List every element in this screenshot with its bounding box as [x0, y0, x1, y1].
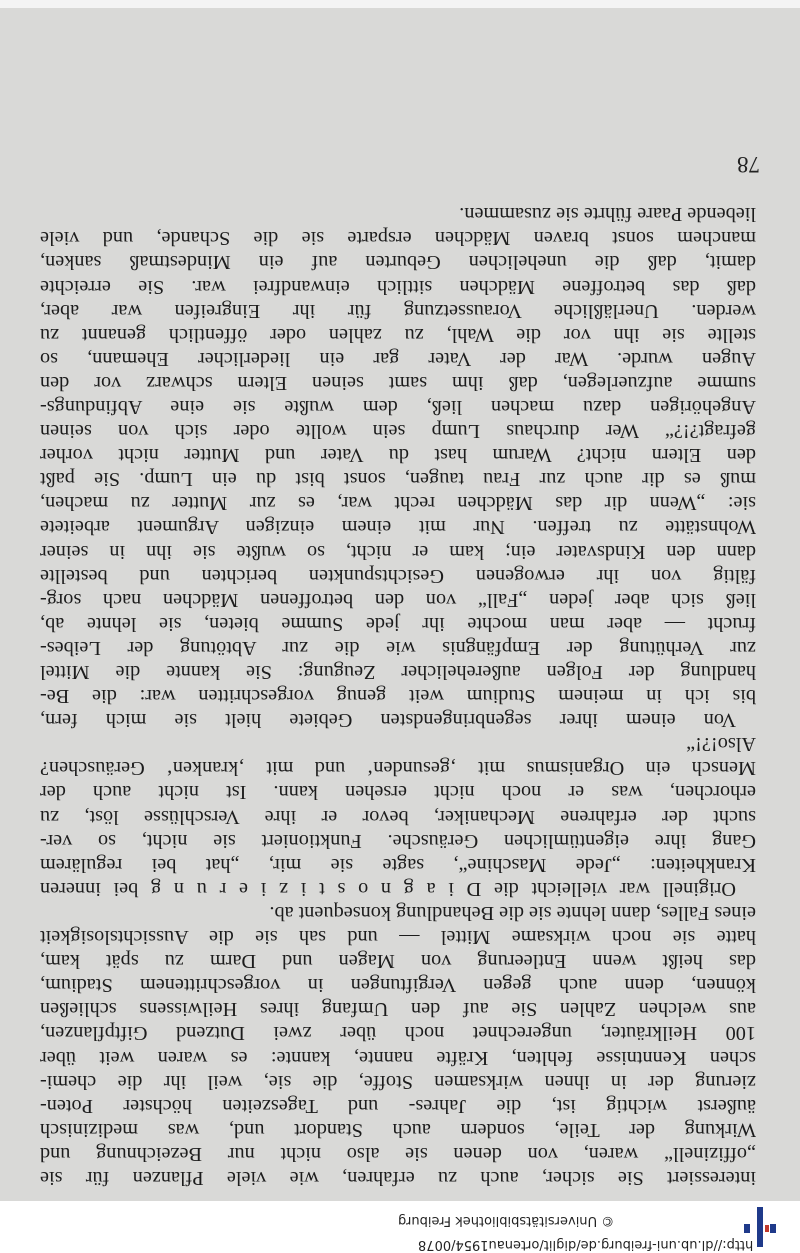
text-line: manchem sonst braven Mädchen ersparte sie die Schande, und viele: [40, 227, 756, 250]
text-line: Angehörigen dazu machen ließ, dem wußte sie eine Abfindungs-: [40, 396, 756, 418]
text-line: summe aufzuerlegen, daß ihm samt seinen Eltern schwarz vor den: [40, 371, 756, 394]
text-line: ließ sich aber jeden „Fall“ von den betroffenen Mädchen nach sorg-: [40, 588, 756, 611]
page-number: 78: [737, 152, 760, 177]
text-line: 100 Heilkräuter, ungerechnet noch über zwei Dutzend Giftpflanzen,: [40, 1022, 756, 1045]
text-line: Also!?!“: [686, 733, 756, 756]
text-line: daß das betroffene Mädchen sittlich einwandfrei war. Sie erreichte: [40, 275, 756, 298]
text-line: aus welchen Zahlen Sie auf den Umfang ihres Heilwissens schließen: [40, 998, 756, 1021]
text-line: interessiert Sie sicher, auch zu erfahren, wie viele Pflanzen für sie: [40, 1167, 756, 1189]
text-line: eines Falles, dann lehnte sie die Behandlung konsequent ab.: [269, 901, 756, 924]
text-line: das heißt wenn Entleerung von Magen und Darm zu spät kam,: [40, 950, 756, 973]
text-line: liebende Paare führte sie zusammen.: [459, 203, 756, 226]
text-line: Wohnstätte zu treffen. Nur mit einem einzigen Argument arbeitete: [40, 516, 756, 539]
text-line: Krankheiten: „Jede Maschine“, sagte sie mir, „hat bei regulärem: [40, 853, 756, 876]
text-line: zierung der in ihnen wirksamen Stoffe, die sie, weil ihr die chemi-: [40, 1070, 756, 1093]
scanned-page: [0, 8, 800, 1201]
text-line: fältig von ihr erwogenen Gesichtspunkten berichten und bestellte: [40, 564, 756, 587]
text-line: handlung der Folgen außerehelicher Zeugung: Sie kannte die Mittel: [40, 661, 756, 684]
text-line: damit, daß die unehelichen Geburten auf ein Mindestmaß sanken,: [40, 251, 756, 274]
text-line: Augen wurde. War der Vater gar ein liederlicher Ehemann, so: [40, 347, 756, 370]
body-text: [40, 202, 756, 1190]
text-line: „offizinell“ waren, von denen sie also nicht nur Bezeichnung und: [40, 1142, 756, 1165]
text-line: Originell war vielleicht die D i a g n o s t i z i e r u n g bei inneren: [40, 877, 736, 900]
text-line: Mensch ein Organismus mit ‚gesunden‘ und mit ‚kranken‘ Geräuschen?: [40, 757, 756, 780]
text-line: Wirkung der Teile, sondern auch Standort und, was medizinisch: [40, 1118, 756, 1141]
text-line: frucht — aber man mochte ihr jede Summe bieten, sie lehnte ab,: [40, 612, 756, 635]
text-line: dann den Kindsvater ein; kam er nicht, so wußte sie ihn in seiner: [40, 540, 756, 563]
text-line: hatte sie noch wirksame Mittel — und sah sie die Aussichtslosigkeit: [40, 926, 756, 949]
source-url[interactable]: http://dl.ub.uni-freiburg.de/diglit/ortenau1954/0078: [418, 1237, 754, 1252]
text-line: werden. Unerläßliche Voraussetzung für ihr Eingreifen war aber,: [40, 299, 756, 322]
text-line: äußerst wichtig ist, die Jahres- und Tageszeiten höchster Poten-: [40, 1094, 756, 1117]
viewer-header: [0, 1201, 800, 1253]
text-line: den Eltern nicht? Warum hast du Vater und Mutter nicht vorher: [40, 444, 756, 467]
text-line: zur Verhütung der Empfängnis wie die zur Abtötung der Leibes-: [40, 636, 756, 659]
text-line: muß es dir auch zur Frau taugen, sonst bist du ein Lump. Sie paßt: [40, 468, 756, 491]
text-line: bis ich in meinem Studium weit genug vorgeschritten war: die Be-: [40, 685, 756, 708]
text-line: schen Kenntnisse fehlten, Kräfte nannte, kannte: es waren weit über: [40, 1046, 756, 1069]
text-line: Von einem ihrer segenbringendsten Gebiete hielt sie mich fern,: [40, 709, 736, 732]
text-line: können, denn auch gegen Vergiftungen in vorgeschrittenem Stadium,: [40, 974, 756, 997]
text-line: sie: „Wenn dir das Mädchen recht war, es zur Mutter zu machen,: [40, 492, 756, 515]
text-line: Gang ihre eigentümlichen Geräusche. Funktioniert sie nicht, so ver-: [40, 829, 756, 852]
copyright-notice: © Universitätsbibliothek Freiburg: [398, 1213, 615, 1228]
text-line: sucht der erfahrene Mechaniker, bevor er ihre Verschlüsse löst, zu: [40, 805, 756, 828]
text-line: gefragt?!?“ Wer durchaus Lump sein wollte oder sich von seinen: [40, 420, 756, 443]
text-line: erhorchen, was er noch nicht ersehen kann. Ist nicht auch der: [40, 781, 756, 804]
text-line: stellte sie ihn vor die Wahl, zu zahlen oder öffentlich genannt zu: [40, 323, 756, 346]
viewer-footer-strip: [0, 0, 800, 8]
